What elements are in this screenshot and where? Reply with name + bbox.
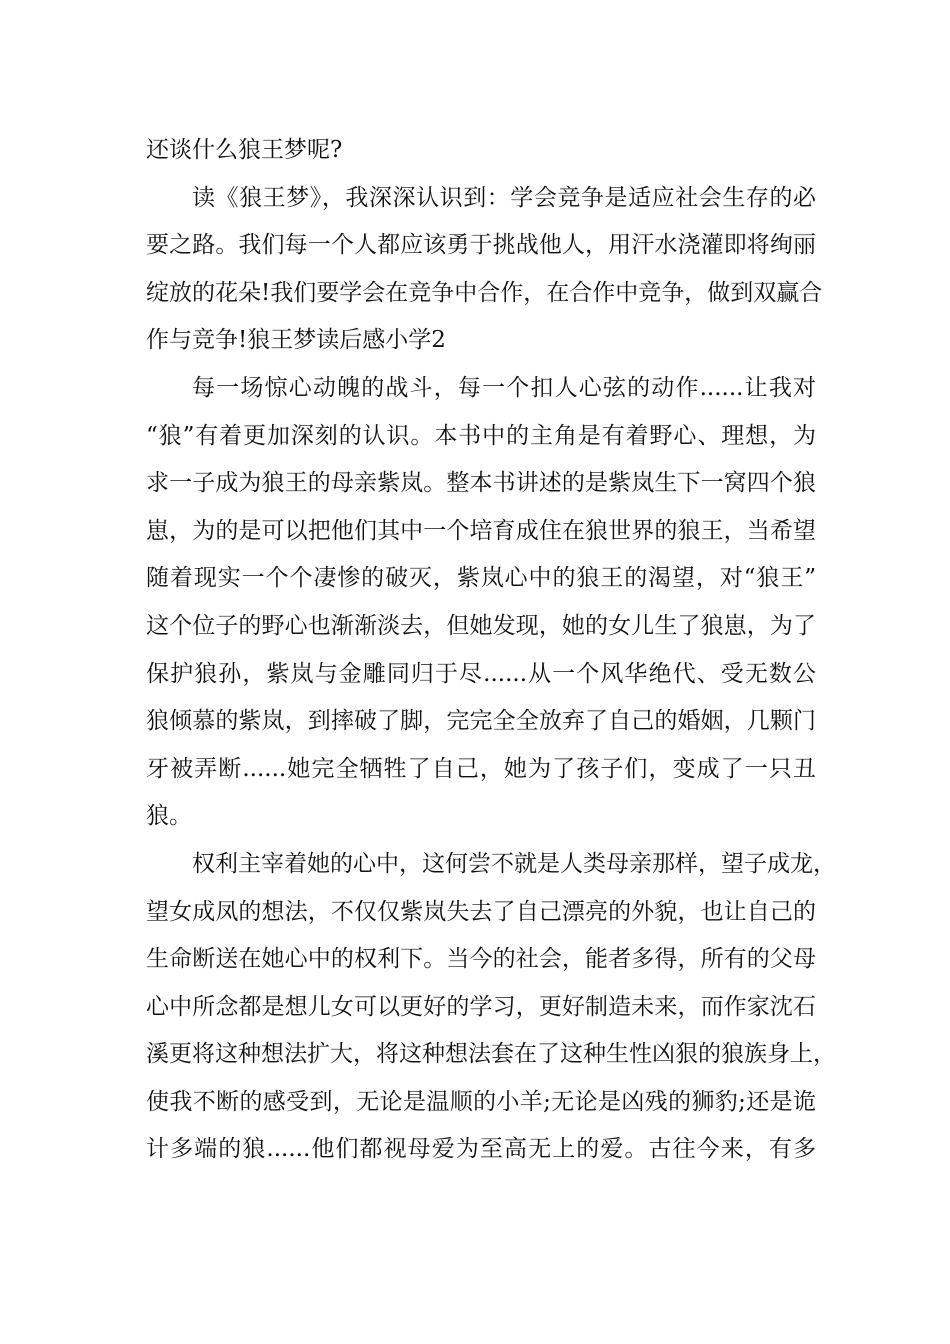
text-line: 牙被弄断......她完全牺牲了自己，她为了孩子们，变成了一只丑	[146, 755, 816, 782]
text-line: 还谈什么狼王梦呢?	[146, 137, 343, 163]
text-line: 随着现实一个个凄惨的破灭，紫岚心中的狼王的渴望，对“狼王”	[146, 565, 816, 592]
text-line: “狼”有着更加深刻的认识。本书中的主角是有着野心、理想，为	[146, 422, 816, 449]
text-line: 心中所念都是想儿女可以更好的学习，更好制造未来，而作家沈石	[146, 993, 816, 1020]
text-line: 要之路。我们每一个人都应该勇于挑战他人，用汗水浇灌即将绚丽	[146, 232, 816, 259]
text-line: 望女成凤的想法，不仅仅紫岚失去了自己漂亮的外貌，也让自己的	[146, 898, 816, 925]
text-line: 每一场惊心动魄的战斗，每一个扣人心弦的动作......让我对	[192, 374, 816, 401]
text-line: 这个位子的野心也渐渐淡去，但她发现，她的女儿生了狼崽，为了	[146, 612, 816, 639]
text-line: 溪更将这种想法扩大，将这种想法套在了这种生性凶狠的狼族身上，	[146, 1041, 836, 1068]
text-line: 崽，为的是可以把他们其中一个培育成住在狼世界的狼王，当希望	[146, 517, 816, 544]
text-line: 作与竞争!狼王梦读后感小学2	[146, 327, 446, 354]
text-line: 绽放的花朵!我们要学会在竞争中合作，在合作中竞争，做到双赢合	[146, 279, 823, 306]
text-line: 狼。	[146, 803, 192, 830]
text-line: 计多端的狼......他们都视母爱为至高无上的爱。古往今来，有多	[146, 1136, 816, 1163]
text-line: 读《狼王梦》，我深深认识到：学会竞争是适应社会生存的必	[192, 184, 816, 211]
text-line: 求一子成为狼王的母亲紫岚。整本书讲述的是紫岚生下一窝四个狼	[146, 470, 816, 497]
text-line: 保护狼孙，紫岚与金雕同归于尽......从一个风华绝代、受无数公	[146, 660, 816, 687]
text-line: 狼倾慕的紫岚，到摔破了脚，完完全全放弃了自己的婚姻，几颗门	[146, 708, 816, 735]
text-line: 生命断送在她心中的权利下。当今的社会，能者多得，所有的父母	[146, 946, 816, 973]
body-text	[146, 127, 836, 1174]
text-line: 使我不断的感受到，无论是温顺的小羊;无论是凶残的狮豹;还是诡	[146, 1088, 816, 1115]
text-line: 权利主宰着她的心中，这何尝不就是人类母亲那样，望子成龙，	[192, 850, 836, 877]
